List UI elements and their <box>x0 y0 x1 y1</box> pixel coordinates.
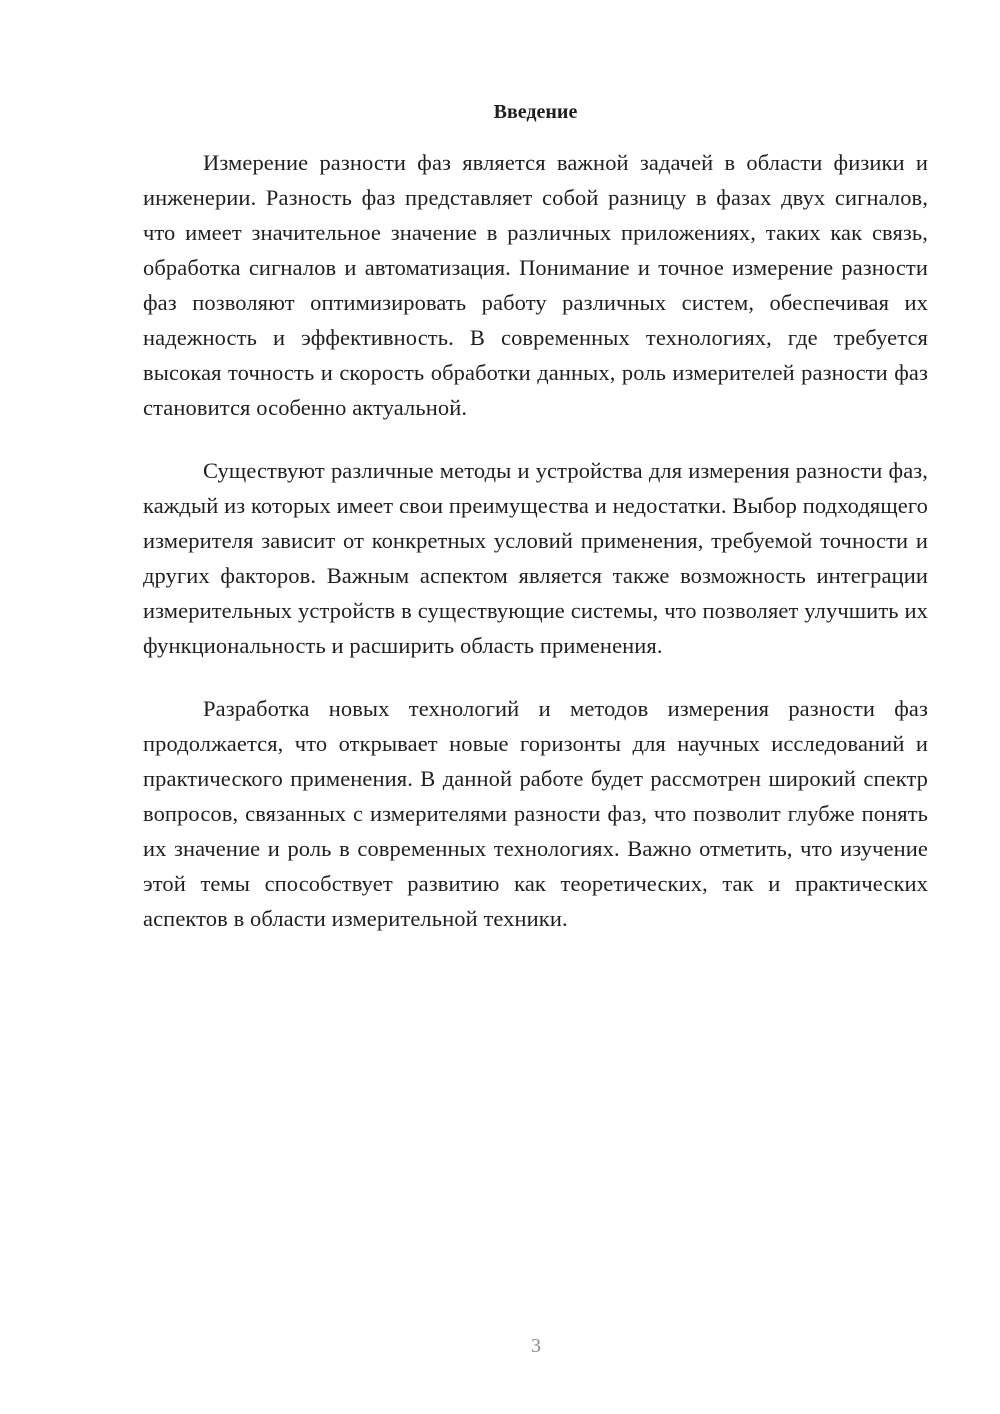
body-text <box>143 145 928 964</box>
section-heading: Введение <box>493 101 578 123</box>
paragraph-2: Существуют различные методы и устройства для измерения разности фаз, каждый из которых имеет свои преимущества и недостатки. Выбор подходящего измерителя зависит от конкретных условий применения, требуемой точности и других факторов. Важным аспектом является также возможность интеграции измерительных устройств в существующие системы, что позволяет улучшить их функциональность и расширить область применения. <box>143 458 928 658</box>
page-number: 3 <box>531 1335 541 1357</box>
paragraph-3: Разработка новых технологий и методов измерения разности фаз продолжается, что открывает новые горизонты для научных исследований и практического применения. В данной работе будет рассмотрен широкий спектр вопросов, связанных с измерителями разности фаз, что позволит глубже понять их значение и роль в современных технологиях. Важно отметить, что изучение этой темы способствует развитию как теоретических, так и практических аспектов в области измерительной техники. <box>143 696 928 931</box>
paragraph-1: Измерение разности фаз является важной задачей в области физики и инженерии. Разность фаз представляет собой разницу в фазах двух сигналов, что имеет значительное значение в различных приложениях, таких как связь, обработка сигналов и автоматизация. Понимание и точное измерение разности фаз позволяют оптимизировать работу различных систем, обеспечивая их надежность и эффективность. В современных технологиях, где требуется высокая точность и скорость обработки данных, роль измерителей разности фаз становится особенно актуальной. <box>143 150 928 420</box>
